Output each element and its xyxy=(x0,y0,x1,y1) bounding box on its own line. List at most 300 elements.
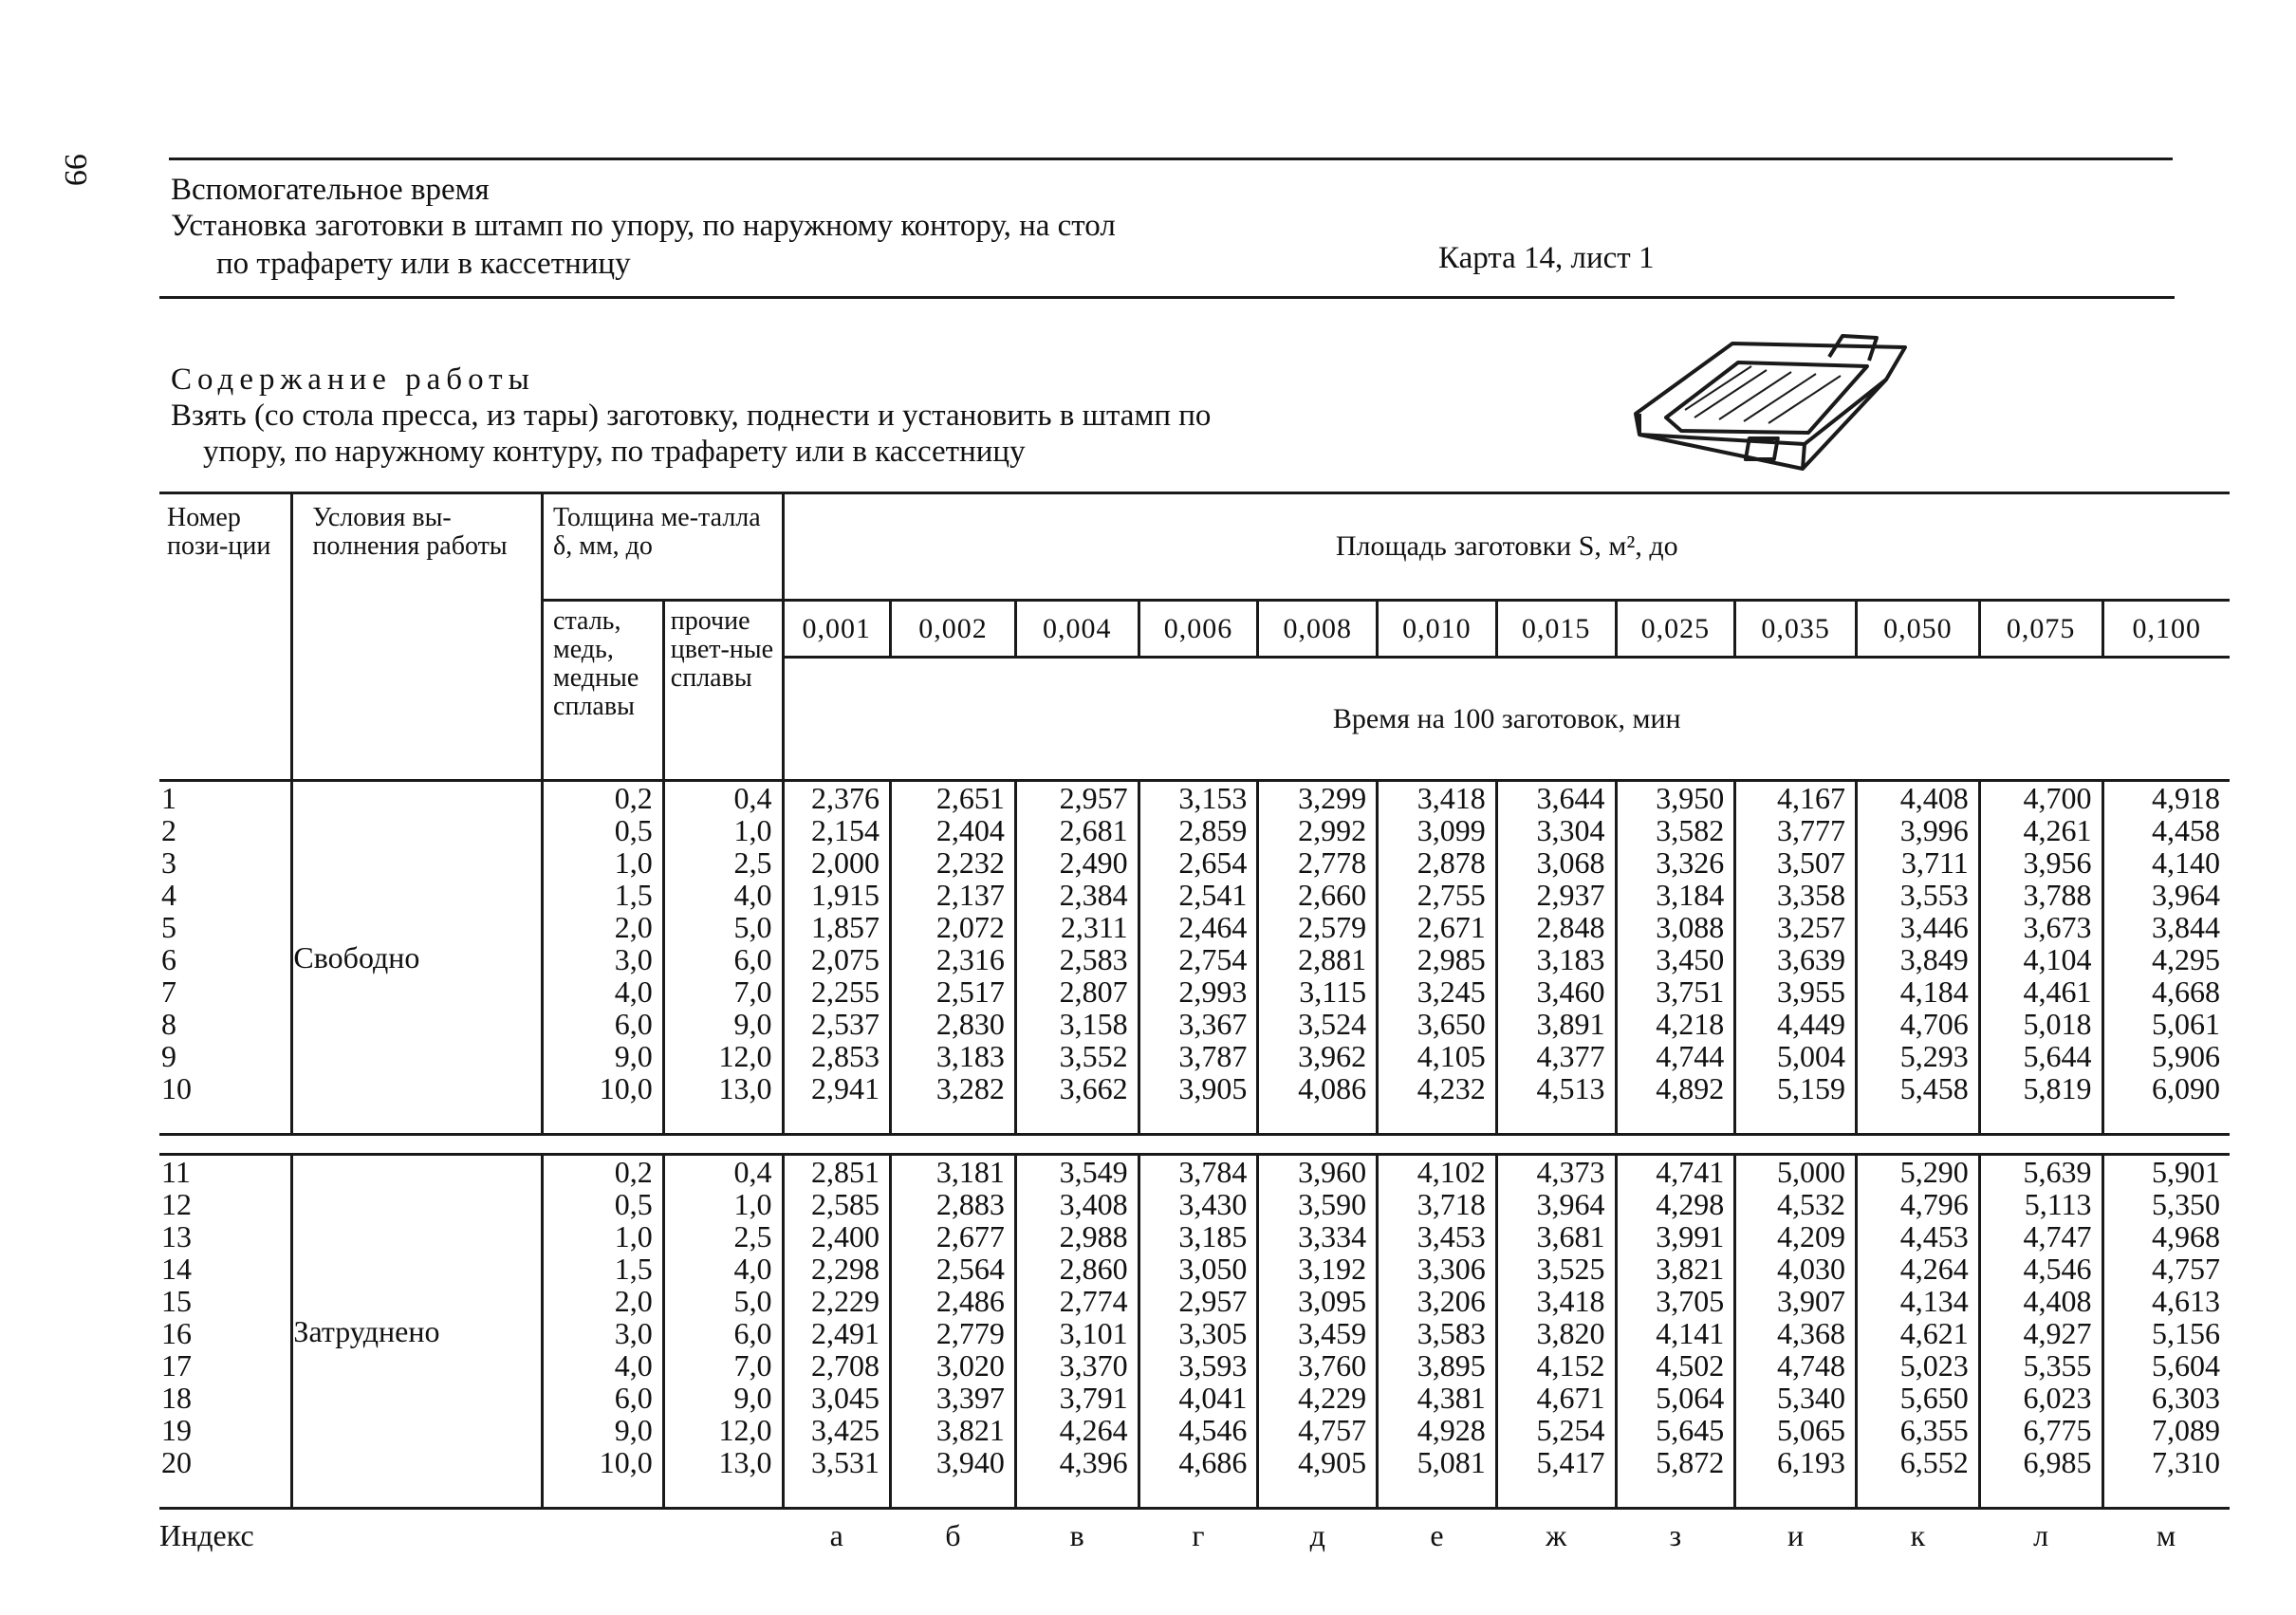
time-cell: 3,088 xyxy=(1656,910,1725,944)
time-column xyxy=(1139,781,1258,1135)
card-label: Карта 14, лист 1 xyxy=(1438,241,1655,275)
time-cell: 2,754 xyxy=(1178,942,1248,976)
time-column xyxy=(1139,1155,1258,1509)
index-letter: а xyxy=(829,1518,843,1552)
time-cell: 2,517 xyxy=(935,975,1005,1009)
time-cell: 4,381 xyxy=(1416,1381,1486,1415)
index-letter: и xyxy=(1787,1518,1805,1552)
time-cell: 5,254 xyxy=(1536,1413,1605,1447)
time-cell: 3,549 xyxy=(1059,1155,1128,1189)
time-cell: 3,552 xyxy=(1059,1039,1128,1073)
time-cell: 3,245 xyxy=(1416,975,1486,1009)
time-cell: 3,849 xyxy=(1899,942,1969,976)
time-cell: 3,334 xyxy=(1298,1219,1367,1253)
time-cell: 4,927 xyxy=(2023,1316,2092,1350)
time-cell: 4,532 xyxy=(1776,1187,1845,1221)
time-cell: 5,340 xyxy=(1776,1381,1845,1415)
time-cell: 2,298 xyxy=(811,1252,880,1286)
area-0-002: 0,002 xyxy=(891,601,1016,658)
time-cell: 4,757 xyxy=(2152,1252,2220,1286)
time-cell: 3,459 xyxy=(1298,1316,1367,1350)
time-cell: 4,218 xyxy=(1656,1007,1725,1041)
time-cell: 3,304 xyxy=(1536,813,1605,847)
top-rule xyxy=(169,158,2173,160)
positions-free: 1 2 3 4 5 6 7 8 9 10 xyxy=(159,781,292,1135)
time-cell: 3,583 xyxy=(1416,1316,1486,1350)
time-cell: 6,355 xyxy=(1899,1413,1969,1447)
time-cell: 2,384 xyxy=(1059,878,1128,912)
time-cell: 3,158 xyxy=(1059,1007,1128,1041)
time-cell: 5,644 xyxy=(2023,1039,2092,1073)
index-letter: д xyxy=(1309,1518,1325,1552)
time-cell: 3,960 xyxy=(1298,1155,1367,1189)
time-cell: 3,955 xyxy=(1776,975,1845,1009)
time-column xyxy=(1735,781,1857,1135)
time-cell: 2,937 xyxy=(1536,878,1605,912)
time-cell: 2,779 xyxy=(935,1316,1005,1350)
time-cell: 3,183 xyxy=(1536,942,1605,976)
time-cell: 3,068 xyxy=(1536,845,1605,880)
time-cell: 2,755 xyxy=(1416,878,1486,912)
time-cell: 2,579 xyxy=(1298,910,1367,944)
time-cell: 2,830 xyxy=(935,1007,1005,1041)
time-column xyxy=(1258,781,1378,1135)
time-column xyxy=(1378,1155,1497,1509)
time-cell: 4,757 xyxy=(1298,1413,1367,1447)
time-cell: 4,747 xyxy=(2023,1219,2092,1253)
header-bottom-rule xyxy=(159,296,2175,299)
time-column xyxy=(1979,781,2102,1135)
time-cell: 2,137 xyxy=(935,878,1005,912)
condition-free: Свободно xyxy=(292,781,543,1135)
index-letter: в xyxy=(1069,1518,1084,1552)
time-cell: 3,183 xyxy=(935,1039,1005,1073)
time-cell: 3,844 xyxy=(2152,910,2220,944)
time-cell: 2,229 xyxy=(811,1284,880,1318)
time-cell: 5,064 xyxy=(1656,1381,1725,1415)
time-cell: 3,705 xyxy=(1656,1284,1725,1318)
time-cell: 4,744 xyxy=(1656,1039,1725,1073)
time-cell: 3,784 xyxy=(1178,1155,1248,1189)
time-cell: 4,458 xyxy=(2152,813,2220,847)
area-0-100: 0,100 xyxy=(2102,601,2230,658)
time-cell: 2,851 xyxy=(811,1155,880,1189)
time-cell: 4,295 xyxy=(2152,942,2220,976)
time-column xyxy=(1856,1155,1979,1509)
time-cell: 3,593 xyxy=(1178,1348,1248,1383)
time-cell: 4,373 xyxy=(1536,1155,1605,1189)
time-cell: 4,748 xyxy=(1776,1348,1845,1383)
time-cell: 5,350 xyxy=(2152,1187,2220,1221)
fixture-illustration xyxy=(1628,319,1907,471)
time-cell: 5,290 xyxy=(1899,1155,1969,1189)
time-cell: 3,787 xyxy=(1178,1039,1248,1073)
time-cell: 6,090 xyxy=(2152,1071,2220,1105)
time-cell: 5,000 xyxy=(1776,1155,1845,1189)
time-cell: 3,891 xyxy=(1536,1007,1605,1041)
time-cell: 4,209 xyxy=(1776,1219,1845,1253)
other-thickness-hard: 0,4 1,0 2,5 4,0 5,0 6,0 7,0 9,0 12,0 13,0 xyxy=(663,1155,783,1509)
time-cell: 3,257 xyxy=(1776,910,1845,944)
time-cell: 2,585 xyxy=(811,1187,880,1221)
time-cell: 3,940 xyxy=(935,1445,1005,1479)
other-thickness-free: 0,4 1,0 2,5 4,0 5,0 6,0 7,0 9,0 12,0 13,0 xyxy=(663,781,783,1135)
time-cell: 4,513 xyxy=(1536,1071,1605,1105)
time-cell: 3,153 xyxy=(1178,781,1248,815)
time-title: Время на 100 заготовок, мин xyxy=(783,658,2230,781)
time-cell: 4,700 xyxy=(2023,781,2092,815)
area-0-075: 0,075 xyxy=(1979,601,2102,658)
time-cell: 3,184 xyxy=(1656,878,1725,912)
time-cell: 4,502 xyxy=(1656,1348,1725,1383)
area-0-008: 0,008 xyxy=(1258,601,1378,658)
index-letter: л xyxy=(2033,1518,2049,1552)
time-column xyxy=(2102,781,2230,1135)
time-cell: 2,404 xyxy=(935,813,1005,847)
header-line-3: по трафарету или в кассетницу xyxy=(216,247,631,281)
time-cell: 4,706 xyxy=(1899,1007,1969,1041)
time-cell: 4,102 xyxy=(1416,1155,1486,1189)
time-cell: 2,708 xyxy=(811,1348,880,1383)
time-cell: 2,941 xyxy=(811,1071,880,1105)
time-cell: 6,303 xyxy=(2152,1381,2220,1415)
index-letter: ж xyxy=(1546,1518,1567,1552)
time-column xyxy=(1015,1155,1139,1509)
time-cell: 2,154 xyxy=(811,813,880,847)
time-cell: 2,883 xyxy=(935,1187,1005,1221)
time-cell: 6,775 xyxy=(2023,1413,2092,1447)
time-cell: 3,045 xyxy=(811,1381,880,1415)
time-cell: 4,621 xyxy=(1899,1316,1969,1350)
time-cell: 4,264 xyxy=(1059,1413,1128,1447)
time-cell: 5,081 xyxy=(1416,1445,1486,1479)
time-cell: 3,418 xyxy=(1416,781,1486,815)
time-cell: 2,583 xyxy=(1059,942,1128,976)
time-cell: 3,791 xyxy=(1059,1381,1128,1415)
time-cell: 4,396 xyxy=(1059,1445,1128,1479)
time-column xyxy=(1015,781,1139,1135)
time-cell: 2,486 xyxy=(935,1284,1005,1318)
header-line-2: Установка заготовки в штамп по упору, по наружному контору, на стол xyxy=(171,209,1116,243)
time-norms-table xyxy=(159,492,2230,1551)
time-cell: 3,996 xyxy=(1899,813,1969,847)
time-cell: 5,604 xyxy=(2152,1348,2220,1383)
time-cell: 2,957 xyxy=(1059,781,1128,815)
time-cell: 5,906 xyxy=(2152,1039,2220,1073)
index-label: Индекс xyxy=(159,1518,254,1552)
time-cell: 3,673 xyxy=(2023,910,2092,944)
time-cell: 3,950 xyxy=(1656,781,1725,815)
time-cell: 3,408 xyxy=(1059,1187,1128,1221)
time-cell: 4,232 xyxy=(1416,1071,1486,1105)
time-cell: 2,985 xyxy=(1416,942,1486,976)
time-cell: 3,907 xyxy=(1776,1284,1845,1318)
time-cell: 2,491 xyxy=(811,1316,880,1350)
time-column xyxy=(1616,781,1735,1135)
area-0-001: 0,001 xyxy=(783,601,891,658)
time-cell: 4,613 xyxy=(2152,1284,2220,1318)
time-cell: 5,065 xyxy=(1776,1413,1845,1447)
time-cell: 3,299 xyxy=(1298,781,1367,815)
time-cell: 4,408 xyxy=(2023,1284,2092,1318)
time-cell: 3,115 xyxy=(1299,975,1367,1009)
page-number: 99 xyxy=(58,154,93,186)
time-cell: 3,101 xyxy=(1059,1316,1128,1350)
col-steel-header: сталь, медь, медные сплавы xyxy=(543,601,664,781)
time-cell: 3,650 xyxy=(1416,1007,1486,1041)
time-cell: 2,848 xyxy=(1536,910,1605,944)
time-cell: 5,901 xyxy=(2152,1155,2220,1189)
time-cell: 4,671 xyxy=(1536,1381,1605,1415)
index-row xyxy=(159,1509,2230,1552)
time-cell: 3,964 xyxy=(1536,1187,1605,1221)
time-cell: 4,686 xyxy=(1178,1445,1248,1479)
time-column xyxy=(1378,781,1497,1135)
time-cell: 4,668 xyxy=(2152,975,2220,1009)
time-cell: 3,507 xyxy=(1776,845,1845,880)
time-cell: 4,453 xyxy=(1899,1219,1969,1253)
time-cell: 2,000 xyxy=(811,845,880,880)
time-cell: 1,857 xyxy=(811,910,880,944)
time-cell: 4,546 xyxy=(1178,1413,1248,1447)
time-cell: 4,408 xyxy=(1899,781,1969,815)
time-cell: 7,310 xyxy=(2152,1445,2220,1479)
time-cell: 4,905 xyxy=(1298,1445,1367,1479)
index-letter: г xyxy=(1192,1518,1205,1552)
time-cell: 3,662 xyxy=(1059,1071,1128,1105)
time-cell: 3,446 xyxy=(1899,910,1969,944)
index-letter: з xyxy=(1669,1518,1682,1552)
col-conditions-header: Условия вы-полнения работы xyxy=(292,493,543,781)
time-cell: 4,030 xyxy=(1776,1252,1845,1286)
time-column xyxy=(2102,1155,2230,1509)
time-cell: 3,282 xyxy=(935,1071,1005,1105)
time-cell: 2,400 xyxy=(811,1219,880,1253)
time-cell: 3,460 xyxy=(1536,975,1605,1009)
time-column xyxy=(783,1155,891,1509)
time-cell: 3,639 xyxy=(1776,942,1845,976)
time-cell: 4,741 xyxy=(1656,1155,1725,1189)
time-cell: 3,306 xyxy=(1416,1252,1486,1286)
group-separator xyxy=(159,1135,2230,1155)
time-cell: 4,449 xyxy=(1776,1007,1845,1041)
time-cell: 5,417 xyxy=(1536,1445,1605,1479)
time-cell: 5,819 xyxy=(2023,1071,2092,1105)
time-cell: 3,590 xyxy=(1298,1187,1367,1221)
time-cell: 3,099 xyxy=(1416,813,1486,847)
time-cell: 2,778 xyxy=(1298,845,1367,880)
area-title: Площадь заготовки S, м², до xyxy=(783,493,2230,601)
time-cell: 4,892 xyxy=(1656,1071,1725,1105)
time-column xyxy=(1735,1155,1857,1509)
steel-thickness-free: 0,2 0,5 1,0 1,5 2,0 3,0 4,0 6,0 9,0 10,0 xyxy=(543,781,664,1135)
time-cell: 3,644 xyxy=(1536,781,1605,815)
time-column xyxy=(891,781,1016,1135)
time-cell: 2,376 xyxy=(811,781,880,815)
time-cell: 2,311 xyxy=(1060,910,1128,944)
positions-hard: 11 12 13 14 15 16 17 18 19 20 xyxy=(159,1155,292,1509)
time-cell: 3,681 xyxy=(1536,1219,1605,1253)
time-column xyxy=(1258,1155,1378,1509)
time-cell: 3,185 xyxy=(1178,1219,1248,1253)
time-cell: 5,355 xyxy=(2023,1348,2092,1383)
time-cell: 2,774 xyxy=(1059,1284,1128,1318)
time-cell: 5,018 xyxy=(2023,1007,2092,1041)
time-cell: 2,992 xyxy=(1298,813,1367,847)
time-cell: 2,957 xyxy=(1178,1284,1248,1318)
index-letter: к xyxy=(1910,1518,1926,1552)
time-cell: 5,156 xyxy=(2152,1316,2220,1350)
time-cell: 3,751 xyxy=(1656,975,1725,1009)
time-cell: 2,988 xyxy=(1059,1219,1128,1253)
time-cell: 5,113 xyxy=(2024,1187,2092,1221)
time-cell: 2,075 xyxy=(811,942,880,976)
time-cell: 4,167 xyxy=(1776,781,1845,815)
time-cell: 3,050 xyxy=(1178,1252,1248,1286)
time-cell: 5,159 xyxy=(1776,1071,1845,1105)
time-cell: 2,677 xyxy=(935,1219,1005,1253)
time-cell: 4,796 xyxy=(1899,1187,1969,1221)
time-cell: 3,531 xyxy=(811,1445,880,1479)
time-cell: 2,881 xyxy=(1298,942,1367,976)
time-cell: 3,418 xyxy=(1536,1284,1605,1318)
time-cell: 3,370 xyxy=(1059,1348,1128,1383)
time-cell: 3,718 xyxy=(1416,1187,1486,1221)
time-cell: 3,524 xyxy=(1298,1007,1367,1041)
time-cell: 1,915 xyxy=(811,878,880,912)
index-letter: м xyxy=(2156,1518,2176,1552)
time-column xyxy=(1616,1155,1735,1509)
col-position-header: Номер пози-ции xyxy=(159,493,292,781)
time-cell: 5,458 xyxy=(1899,1071,1969,1105)
time-cell: 3,905 xyxy=(1178,1071,1248,1105)
time-cell: 4,104 xyxy=(2023,942,2092,976)
time-cell: 3,821 xyxy=(1656,1252,1725,1286)
time-cell: 2,490 xyxy=(1059,845,1128,880)
time-cell: 3,760 xyxy=(1298,1348,1367,1383)
time-cell: 3,820 xyxy=(1536,1316,1605,1350)
time-cell: 4,229 xyxy=(1298,1381,1367,1415)
time-cell: 6,552 xyxy=(1899,1445,1969,1479)
time-column xyxy=(1496,781,1616,1135)
time-cell: 3,962 xyxy=(1298,1039,1367,1073)
time-cell: 3,956 xyxy=(2023,845,2092,880)
time-cell: 4,461 xyxy=(2023,975,2092,1009)
group-hard xyxy=(159,1155,2230,1509)
header-line-1: Вспомогательное время xyxy=(171,173,490,207)
index-letter: е xyxy=(1430,1518,1444,1552)
time-cell: 2,232 xyxy=(935,845,1005,880)
time-cell: 3,777 xyxy=(1776,813,1845,847)
time-cell: 3,450 xyxy=(1656,942,1725,976)
area-0-035: 0,035 xyxy=(1735,601,1857,658)
time-cell: 3,305 xyxy=(1178,1316,1248,1350)
time-cell: 2,564 xyxy=(935,1252,1005,1286)
time-cell: 5,061 xyxy=(2152,1007,2220,1041)
time-cell: 2,072 xyxy=(935,910,1005,944)
time-cell: 3,582 xyxy=(1656,813,1725,847)
time-cell: 4,546 xyxy=(2023,1252,2092,1286)
time-column xyxy=(1496,1155,1616,1509)
time-column xyxy=(1979,1155,2102,1509)
content-title: Содержание работы xyxy=(171,362,535,397)
time-cell: 4,918 xyxy=(2152,781,2220,815)
area-0-015: 0,015 xyxy=(1496,601,1616,658)
time-cell: 3,095 xyxy=(1298,1284,1367,1318)
area-0-004: 0,004 xyxy=(1015,601,1139,658)
time-cell: 3,788 xyxy=(2023,878,2092,912)
time-cell: 3,964 xyxy=(2152,878,2220,912)
time-cell: 2,671 xyxy=(1416,910,1486,944)
time-cell: 3,326 xyxy=(1656,845,1725,880)
time-cell: 2,541 xyxy=(1178,878,1248,912)
area-0-025: 0,025 xyxy=(1616,601,1735,658)
time-cell: 2,654 xyxy=(1178,845,1248,880)
area-0-050: 0,050 xyxy=(1856,601,1979,658)
time-cell: 5,023 xyxy=(1899,1348,1969,1383)
time-cell: 5,650 xyxy=(1899,1381,1969,1415)
time-cell: 4,264 xyxy=(1899,1252,1969,1286)
time-cell: 4,298 xyxy=(1656,1187,1725,1221)
time-cell: 3,192 xyxy=(1298,1252,1367,1286)
time-cell: 4,368 xyxy=(1776,1316,1845,1350)
time-cell: 2,860 xyxy=(1059,1252,1128,1286)
time-cell: 5,645 xyxy=(1656,1413,1725,1447)
time-column xyxy=(783,781,891,1135)
time-cell: 4,141 xyxy=(1656,1316,1725,1350)
content-line-2: упору, по наружному контуру, по трафарету или в кассетницу xyxy=(203,435,1026,469)
time-cell: 5,293 xyxy=(1899,1039,1969,1073)
time-cell: 3,425 xyxy=(811,1413,880,1447)
time-cell: 2,859 xyxy=(1178,813,1248,847)
time-cell: 4,105 xyxy=(1416,1039,1486,1073)
time-cell: 6,023 xyxy=(2023,1381,2092,1415)
area-0-010: 0,010 xyxy=(1378,601,1497,658)
time-cell: 4,134 xyxy=(1899,1284,1969,1318)
time-cell: 4,140 xyxy=(2152,845,2220,880)
time-column xyxy=(1856,781,1979,1135)
content-line-1: Взять (со стола пресса, из тары) заготовку, поднести и установить в штамп по xyxy=(171,399,1212,433)
group-free xyxy=(159,781,2230,1135)
time-cell: 4,261 xyxy=(2023,813,2092,847)
time-cell: 2,651 xyxy=(935,781,1005,815)
time-cell: 6,193 xyxy=(1776,1445,1845,1479)
time-cell: 7,089 xyxy=(2152,1413,2220,1447)
time-cell: 2,878 xyxy=(1416,845,1486,880)
time-cell: 3,821 xyxy=(935,1413,1005,1447)
time-cell: 4,152 xyxy=(1536,1348,1605,1383)
time-cell: 2,660 xyxy=(1298,878,1367,912)
time-cell: 4,184 xyxy=(1899,975,1969,1009)
condition-hard: Затруднено xyxy=(292,1155,543,1509)
col-thickness-header: Толщина ме-талла δ, мм, до xyxy=(543,493,783,601)
time-cell: 3,020 xyxy=(935,1348,1005,1383)
time-cell: 2,993 xyxy=(1178,975,1248,1009)
time-cell: 5,872 xyxy=(1656,1445,1725,1479)
time-cell: 3,397 xyxy=(935,1381,1005,1415)
time-cell: 3,711 xyxy=(1900,845,1969,880)
time-cell: 6,985 xyxy=(2023,1445,2092,1479)
time-cell: 3,181 xyxy=(935,1155,1005,1189)
steel-thickness-hard: 0,2 0,5 1,0 1,5 2,0 3,0 4,0 6,0 9,0 10,0 xyxy=(543,1155,664,1509)
time-cell: 5,639 xyxy=(2023,1155,2092,1189)
time-cell: 2,316 xyxy=(935,942,1005,976)
time-cell: 3,991 xyxy=(1656,1219,1725,1253)
index-letter: б xyxy=(945,1518,961,1552)
time-cell: 4,928 xyxy=(1416,1413,1486,1447)
time-cell: 3,430 xyxy=(1178,1187,1248,1221)
time-cell: 2,537 xyxy=(811,1007,880,1041)
